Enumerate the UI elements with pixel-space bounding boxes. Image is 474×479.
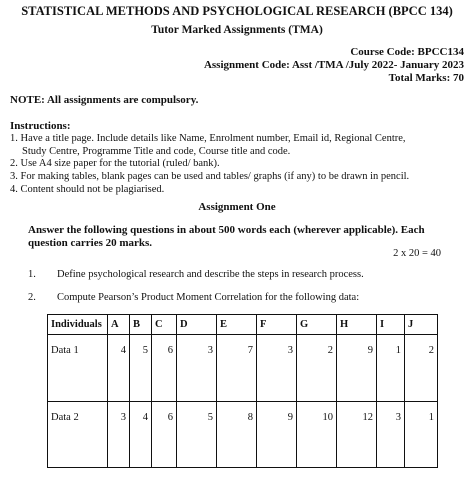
table-row: [48, 335, 438, 401]
table-cell: 1: [405, 401, 438, 467]
table-header-cell: H: [337, 315, 377, 335]
table-header-cell: D: [177, 315, 217, 335]
instructions-heading: Instructions:: [10, 120, 71, 132]
document-subtitle: Tutor Marked Assignments (TMA): [151, 24, 323, 36]
document-title: STATISTICAL METHODS AND PSYCHOLOGICAL RESEARCH (BPCC 134): [21, 4, 453, 18]
table-row-label: Data 1: [48, 335, 108, 401]
table-header-cell: Individuals: [48, 315, 108, 335]
table-header-cell: G: [297, 315, 337, 335]
marks-formula: 2 x 20 = 40: [393, 248, 441, 259]
table-header-cell: B: [130, 315, 152, 335]
note: NOTE: All assignments are compulsory.: [10, 94, 199, 106]
table-header-cell: E: [217, 315, 257, 335]
question-text: Compute Pearson’s Product Moment Correlation for the following data:: [57, 292, 360, 303]
instruction-item-1-cont: Study Centre, Programme Title and code, Course title and code.: [22, 145, 291, 157]
table-cell: 5: [130, 335, 152, 401]
table-header-cell: A: [108, 315, 130, 335]
table-header-cell: C: [152, 315, 177, 335]
correlation-data-table: [47, 314, 438, 468]
table-cell: 6: [152, 401, 177, 467]
table-cell: 3: [377, 401, 405, 467]
table-cell: 2: [405, 335, 438, 401]
question-number: 1.: [28, 269, 36, 280]
question-text: Define psychological research and describe the steps in research process.: [57, 269, 364, 280]
assignment-heading: Assignment One: [198, 201, 276, 213]
table-header-row: [48, 315, 438, 335]
question-number: 2.: [28, 292, 36, 303]
table-cell: 4: [130, 401, 152, 467]
instruction-item-1: 1. Have a title page. Include details like Name, Enrolment number, Email id, Regional Centre,: [10, 133, 406, 144]
table-cell: 2: [297, 335, 337, 401]
table-cell: 6: [152, 335, 177, 401]
table-cell: 3: [108, 401, 130, 467]
instruction-item-2: 2. Use A4 size paper for the tutorial (ruled/ bank).: [10, 158, 220, 170]
table-cell: 4: [108, 335, 130, 401]
table-cell: 7: [217, 335, 257, 401]
table-header-cell: F: [257, 315, 297, 335]
assignment-code: Assignment Code: Asst /TMA /July 2022- January 2023: [203, 59, 464, 71]
instruction-item-4: 4. Content should not be plagiarised.: [10, 183, 165, 195]
table-cell: 3: [257, 335, 297, 401]
table-row-label: Data 2: [48, 401, 108, 467]
instructions-list: [10, 133, 465, 197]
table-cell: 12: [337, 401, 377, 467]
assignment-directions: Answer the following questions in about 500 words each (wherever applicable). Each question carries 20 marks.: [28, 224, 425, 249]
table-cell: 5: [177, 401, 217, 467]
table-cell: 10: [297, 401, 337, 467]
table-cell: 3: [177, 335, 217, 401]
table-cell: 9: [337, 335, 377, 401]
table-header-cell: J: [405, 315, 438, 335]
table-cell: 8: [217, 401, 257, 467]
table-row: [48, 401, 438, 467]
table-header-cell: I: [377, 315, 405, 335]
total-marks: Total Marks: 70: [388, 72, 464, 84]
instruction-item-3: 3. For making tables, blank pages can be used and tables/ graphs (if any) to be drawn in pencil.: [10, 171, 410, 183]
table-cell: 1: [377, 335, 405, 401]
course-code: Course Code: BPCC134: [350, 46, 464, 58]
table-cell: 9: [257, 401, 297, 467]
